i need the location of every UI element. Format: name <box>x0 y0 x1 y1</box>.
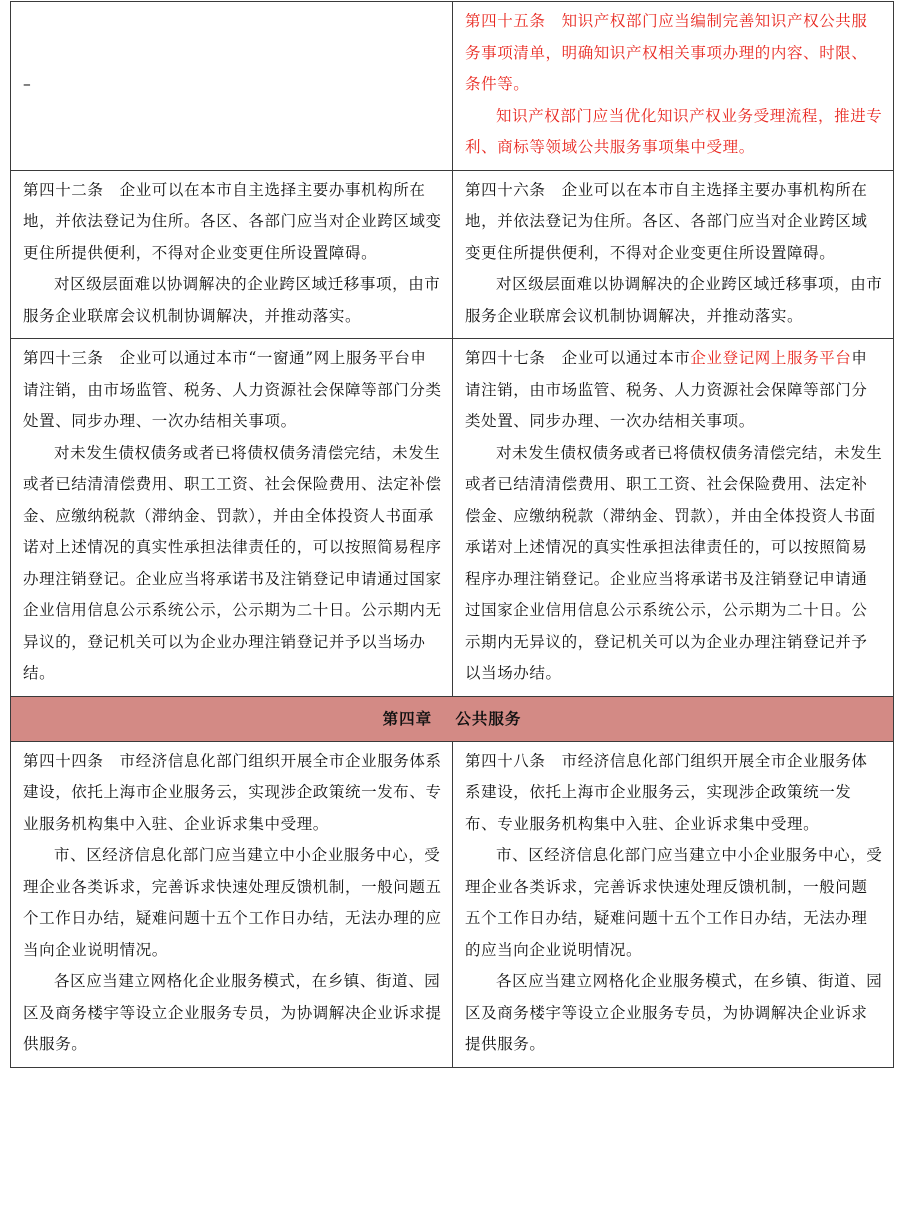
article-48-para-1: 第四十八条 市经济信息化部门组织开展全市企业服务体系建设，依托上海市企业服务云，实现涉企政策统一发布、专业服务机构集中入驻、企业诉求集中受理。 <box>465 751 868 833</box>
table-row-article-45 <box>11 2 894 171</box>
old-text-cell <box>11 339 453 697</box>
article-47-para-2: 对未发生债权债务或者已将债权债务清偿完结，未发生或者已结清清偿费用、职工工资、社会保险费用、法定补偿金、应缴纳税款（滞纳金、罚款），并由全体投资人书面承诺对上述情况的真实性承担法律责任的，可以按照简易程序办理注销登记。企业应当将承诺书及注销登记申请通过国家企业信用信息公示系统公示，公示期为二十日。公示期内无异议的，登记机关可以为企业办理注销登记并予以当场办结。 <box>465 443 883 682</box>
table-row-article-43-47 <box>11 339 894 697</box>
empty-dash: – <box>23 75 32 93</box>
new-text-cell <box>453 170 894 339</box>
article-44-para-2: 市、区经济信息化部门应当建立中小企业服务中心，受理企业各类诉求，完善诉求快速处理反馈机制，一般问题五个工作日办结，疑难问题十五个工作日办结，无法办理的应当向企业说明情况。 <box>23 846 442 959</box>
article-42-para-1: 第四十二条 企业可以在本市自主选择主要办事机构所在地，并依法登记为住所。各区、各部门应当对企业跨区域变更住所提供便利，不得对企业变更住所设置障碍。 <box>23 180 442 262</box>
article-48-para-3: 各区应当建立网格化企业服务模式，在乡镇、街道、园区及商务楼宇等设立企业服务专员，为协调解决企业诉求提供服务。 <box>465 972 883 1053</box>
article-45-para-2: 知识产权部门应当优化知识产权业务受理流程，推进专利、商标等领域公共服务事项集中受理。 <box>465 106 883 156</box>
old-text-cell <box>11 741 453 1067</box>
article-43-para-1: 第四十三条 企业可以通过本市“一窗通”网上服务平台申请注销，由市场监管、税务、人力资源社会保障等部门分类处置、同步办理、一次办结相关事项。 <box>23 349 442 430</box>
article-42-para-2: 对区级层面难以协调解决的企业跨区域迁移事项，由市服务企业联席会议机制协调解决，并推动落实。 <box>23 275 441 325</box>
article-43-para-2: 对未发生债权债务或者已将债权债务清偿完结，未发生或者已结清清偿费用、职工工资、社会保险费用、法定补偿金、应缴纳税款（滞纳金、罚款），并由全体投资人书面承诺对上述情况的真实性承担法律责任的，可以按照简易程序办理注销登记。企业应当将承诺书及注销登记申请通过国家企业信用信息公示系统公示，公示期为二十日。公示期内无异议的，登记机关可以为企业办理注销登记并予以当场办结。 <box>23 443 442 682</box>
article-47-text-b: 申请注销，由市场监管、税务、人力资源社会保障等部门分类处置、同步办理、一次办结相关事项。 <box>465 349 868 430</box>
old-text-cell <box>11 170 453 339</box>
chapter-title: 公共服务 <box>455 708 522 728</box>
chapter-number: 第四章 <box>382 708 433 728</box>
article-44-para-1: 第四十四条 市经济信息化部门组织开展全市企业服务体系建设，依托上海市企业服务云，实现涉企政策统一发布、专业服务机构集中入驻、企业诉求集中受理。 <box>23 751 442 833</box>
table-row-article-44-48 <box>11 741 894 1067</box>
article-47-para-1 <box>465 343 883 438</box>
article-46-para-2: 对区级层面难以协调解决的企业跨区域迁移事项，由市服务企业联席会议机制协调解决，并推动落实。 <box>465 275 883 325</box>
article-46-para-1: 第四十六条 企业可以在本市自主选择主要办事机构所在地，并依法登记为住所。各区、各部门应当对企业跨区域变更住所提供便利，不得对企业变更住所设置障碍。 <box>465 180 868 262</box>
chapter-heading <box>11 696 894 741</box>
new-text-cell <box>453 2 894 171</box>
article-48-para-2: 市、区经济信息化部门应当建立中小企业服务中心，受理企业各类诉求，完善诉求快速处理反馈机制，一般问题五个工作日办结，疑难问题十五个工作日办结，无法办理的应当向企业说明情况。 <box>465 846 883 959</box>
comparison-table <box>10 1 894 1068</box>
chapter-heading-row <box>11 696 894 741</box>
article-47-text-a: 第四十七条 企业可以通过本市 <box>465 349 691 367</box>
article-47-highlight: 企业登记网上服务平台 <box>690 349 852 367</box>
new-text-cell <box>453 741 894 1067</box>
table-row-article-42-46 <box>11 170 894 339</box>
new-text-cell <box>453 339 894 697</box>
old-text-cell <box>11 2 453 171</box>
article-44-para-3: 各区应当建立网格化企业服务模式，在乡镇、街道、园区及商务楼宇等设立企业服务专员，为协调解决企业诉求提供服务。 <box>23 972 442 1053</box>
article-45-para-1: 第四十五条 知识产权部门应当编制完善知识产权公共服务事项清单，明确知识产权相关事项办理的内容、时限、条件等。 <box>465 12 868 93</box>
